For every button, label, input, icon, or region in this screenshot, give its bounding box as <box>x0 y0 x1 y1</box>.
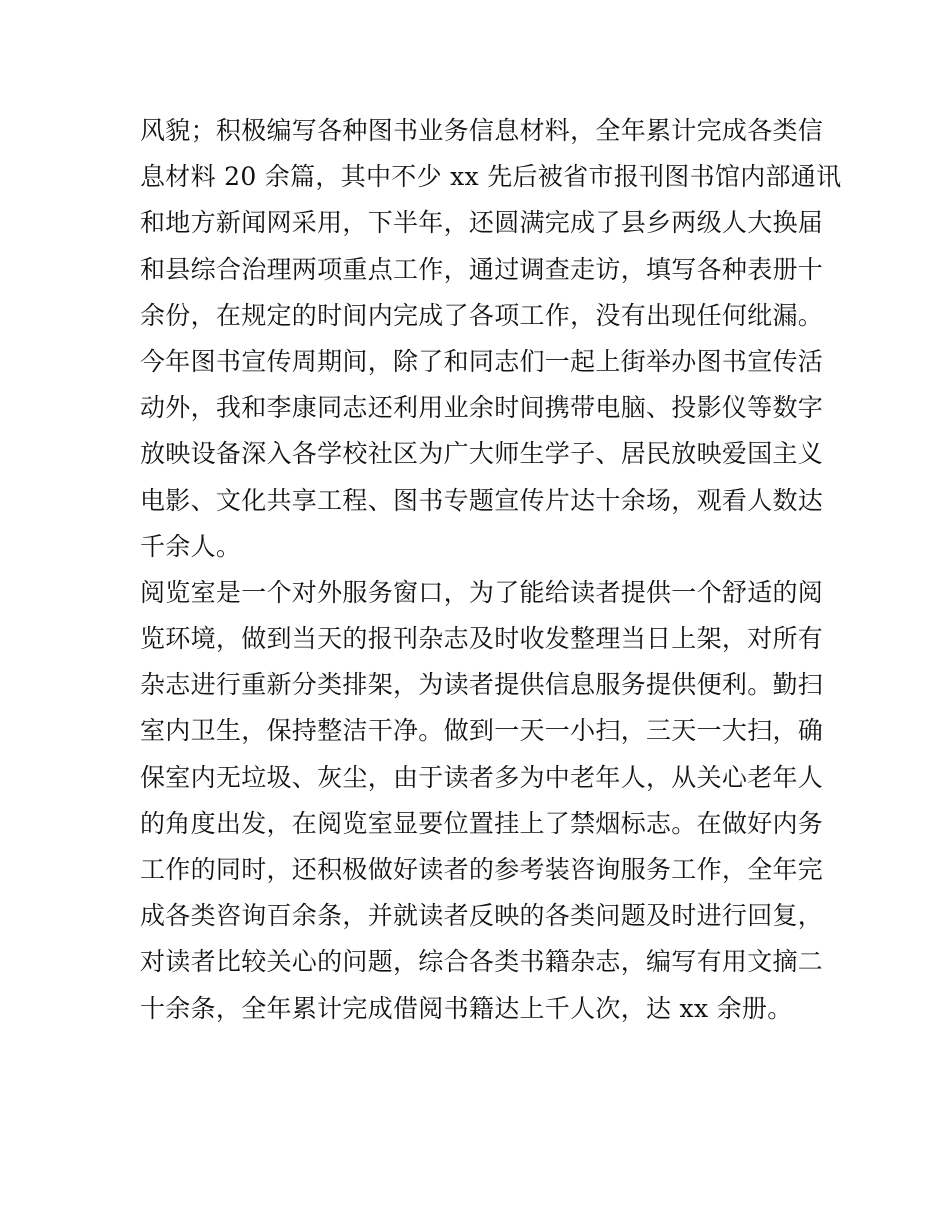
text-line: 息材料 20 余篇，其中不少 xx 先后被省市报刊图书馆内部通讯 <box>140 162 842 192</box>
text-line: 余份，在规定的时间内完成了各项工作，没有出现任何纰漏。 <box>140 300 824 330</box>
text-line: 室内卫生，保持整洁干净。做到一天一小扫，三天一大扫，确 <box>140 716 824 746</box>
text-line: 动外，我和李康同志还利用业余时间携带电脑、投影仪等数字 <box>140 393 824 423</box>
text-line: 成各类咨询百余条，并就读者反映的各类问题及时进行回复， <box>140 901 824 931</box>
text-line: 和县综合治理两项重点工作，通过调查走访，填写各种表册十 <box>140 254 824 284</box>
text-line: 杂志进行重新分类排架，为读者提供信息服务提供便利。勤扫 <box>140 670 824 700</box>
text-line: 阅览室是一个对外服务窗口，为了能给读者提供一个舒适的阅 <box>140 577 824 607</box>
text-line: 今年图书宣传周期间，除了和同志们一起上街举办图书宣传活 <box>140 346 824 376</box>
text-line: 览环境，做到当天的报刊杂志及时收发整理当日上架，对所有 <box>140 624 824 654</box>
body-text <box>140 108 842 1032</box>
text-line: 的角度出发，在阅览室显要位置挂上了禁烟标志。在做好内务 <box>140 808 824 838</box>
text-line: 和地方新闻网采用，下半年，还圆满完成了县乡两级人大换届 <box>140 208 824 238</box>
text-line: 对读者比较关心的问题，综合各类书籍杂志，编写有用文摘二 <box>140 947 824 977</box>
text-line: 工作的同时，还积极做好读者的参考装咨询服务工作，全年完 <box>140 855 824 884</box>
text-line: 放映设备深入各学校社区为广大师生学子、居民放映爱国主义 <box>140 439 824 469</box>
text-line: 电影、文化共享工程、图书专题宣传片达十余场，观看人数达 <box>140 485 824 515</box>
text-line: 风貌；积极编写各种图书业务信息材料，全年累计完成各类信 <box>140 116 824 145</box>
text-line: 十余条，全年累计完成借阅书籍达上千人次，达 xx 余册。 <box>140 993 793 1023</box>
text-line: 千余人。 <box>140 531 242 561</box>
text-line: 保室内无垃圾、灰尘，由于读者多为中老年人，从关心老年人 <box>140 762 824 792</box>
